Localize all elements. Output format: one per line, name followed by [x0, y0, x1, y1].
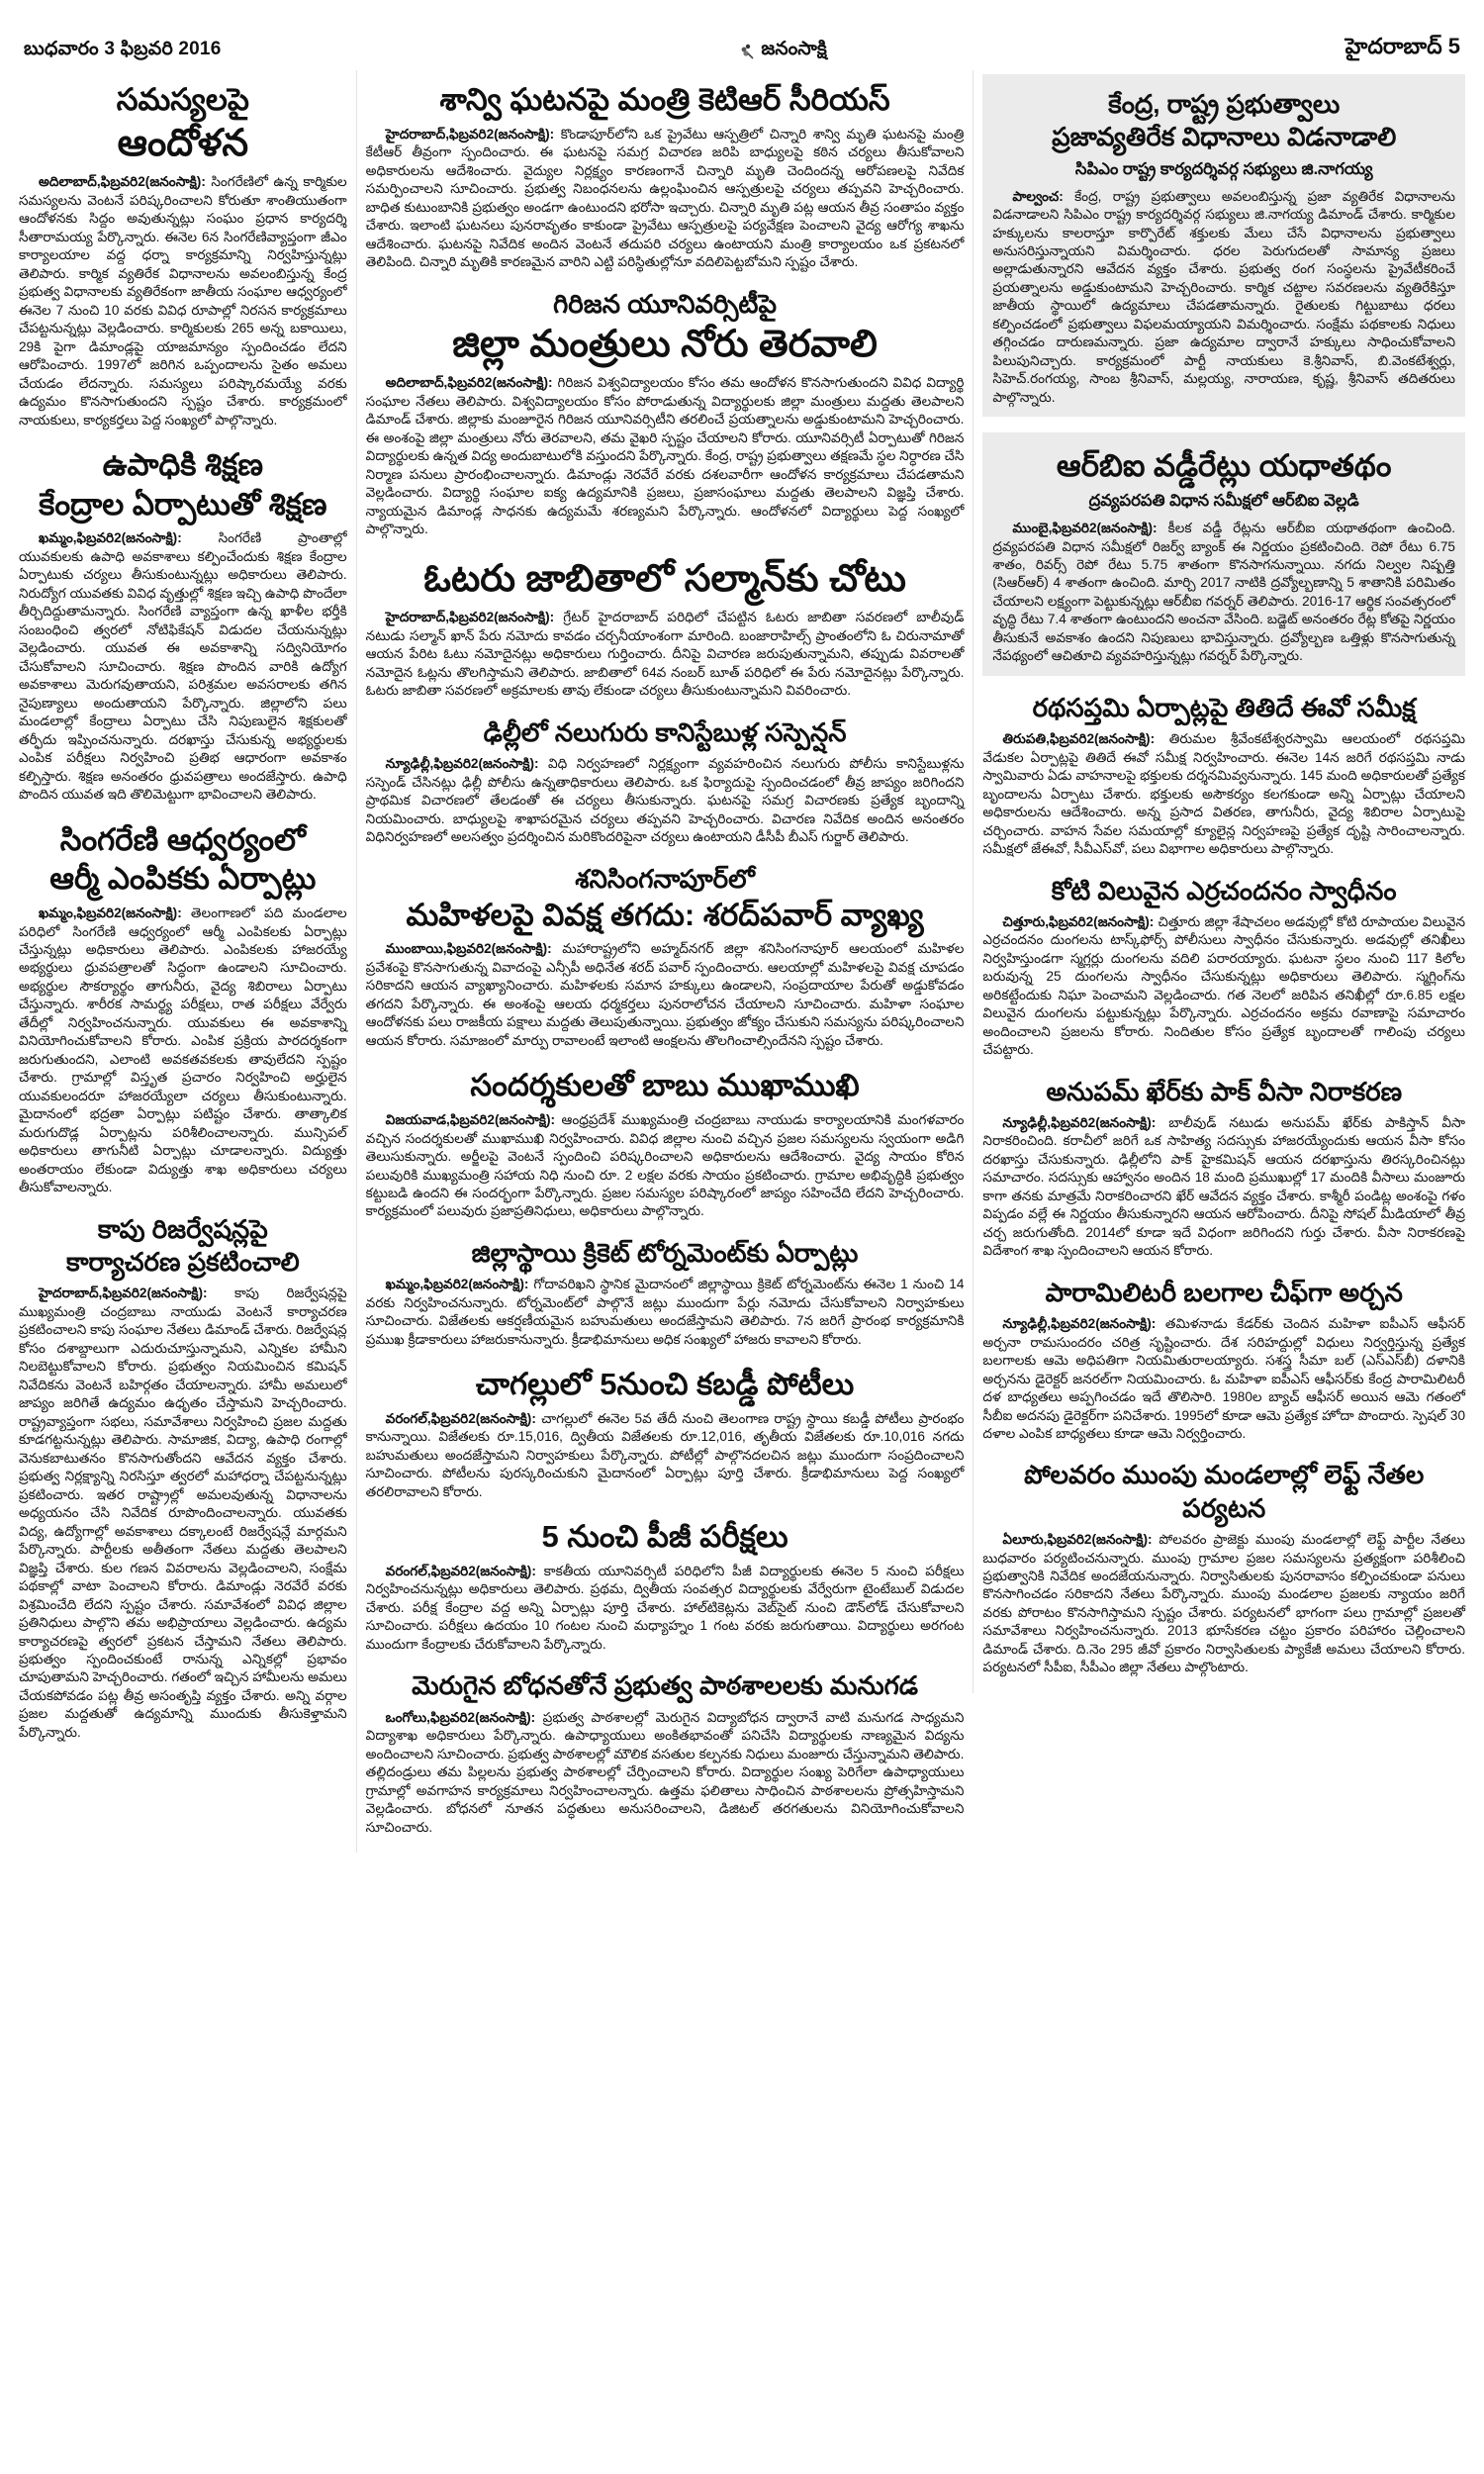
- headline-line: సమస్యలపై: [116, 82, 249, 117]
- headline-line: ఢిల్లీలో నలుగురు కానిస్టేబుళ్ల సస్పెన్షన్: [483, 716, 847, 747]
- headline-line: చాగల్లులో 5నుంచి కబడ్డీ పోటీలు: [475, 1367, 855, 1402]
- story-body: [366, 755, 965, 846]
- headline-line: పోలవరం ముంపు మండలాల్లో లెఫ్ట్ నేతల పర్యటన: [1024, 1460, 1425, 1523]
- news-story: [19, 80, 347, 429]
- story-text: మహారాష్ట్రలోని అహ్మద్‌నగర్ జిల్లా శనిసింగనాపూర్ ఆలయంలో మహిళల ప్రవేశంపై కొనసాగుతున్న వివాదంపై ఎన్సీపీ అధినేత శరద్ పవార్ స్పందించారు. ఆలయాల్లో మహిళలపై వివక్ష చూపడం సరికాదని ఆయన వ్యాఖ్యానించారు. మహిళలకు సమాన హక్కులు ఉండాలని, సంప్రదాయాల పేరుతో అడ్డుకోవడం తగదని పేర్కొన్నారు. ఈ అంశంపై ఆలయ ధర్మకర్తలు పునరాలోచన చేయాలని సూచించారు. మహిళా సంఘాల ఆందోళనకు పలు రాజకీయ పక్షాలు మద్దతు తెలుపుతున్నాయి. ప్రభుత్వం జోక్యం చేసుకుని సమస్యను పరిష్కరించాలని ఆయన కోరారు. సమాజంలో మార్పు రావాలంటే ఇలాంటి ఆంక్షలను తొలగించాల్సిందేనని స్పష్టం చేశారు.: [365, 941, 965, 1048]
- story-headline: [982, 1459, 1465, 1525]
- story-body: [19, 1285, 347, 1742]
- headline-line: మెరుగైన బోధనతోనే ప్రభుత్వ పాఠశాలలకు మనుగడ: [412, 1670, 919, 1701]
- story-dateline: న్యూఢిల్లీ,ఫిబ్రవరి2(జనంసాక్షి):: [385, 756, 539, 772]
- story-headline: [19, 1213, 347, 1280]
- headline-line: శనిసింగనాపూర్‌లో: [575, 863, 755, 894]
- masthead: [10, 0, 1474, 70]
- story-text: కొండాపూర్‌లోని ఒక ప్రైవేటు ఆస్పత్రిలో చిన్నారి శాన్వి మృతి ఘటనపై మంత్రి కేటీఆర్ తీవ్రంగా స్పందించారు. ఈ ఘటనపై సమగ్ర విచారణ జరిపి బాధ్యులపై కఠిన చర్యలు తీసుకోవాలని అధికారులను ఆదేశించారు. వైద్యుల నిర్లక్ష్యం కారణంగానే చిన్నారి మృతి చెందిందన్న ఆరోపణలపై నివేదిక సమర్పించాలని సూచించారు. ప్రభుత్వ నిబంధనలను ఉల్లంఘించిన ఆస్పత్రులపై చర్యలు తప్పవని హెచ్చరించారు. బాధిత కుటుంబానికి ప్రభుత్వం అండగా ఉంటుందని భరోసా ఇచ్చారు. చిన్నారి మృతి పట్ల ఆయన తీవ్ర సంతాపం వ్యక్తం చేశారు. ఇలాంటి ఘటనలు పునరావృతం కాకుండా ప్రైవేటు ఆస్పత్రులపై పర్యవేక్షణ పెంచాలని వైద్య ఆరోగ్య శాఖను ఆదేశించారు. ఘటనపై నివేదిక అందిన వెంటనే తదుపరి చర్యలు ఉంటాయని మంత్రి కార్యాలయం ఒక ప్రకటనలో తెలిపింది. చిన్నారి మృతికి కారణమైన వారిని ఎట్టి పరిస్థితుల్లోనూ వదిలిపెట్టబోమని స్పష్టం చేశారు.: [365, 126, 965, 270]
- story-headline: [366, 1237, 965, 1270]
- story-dateline: అదిలాబాద్,ఫిబ్రవరి2(జనంసాక్షి):: [39, 174, 206, 190]
- story-body: [992, 188, 1455, 408]
- story-headline: [982, 1277, 1465, 1309]
- story-dateline: చిత్తూరు,ఫిబ్రవరి2(జనంసాక్షి):: [1002, 913, 1155, 929]
- story-dateline: అదిలాబాద్,ఫిబ్రవరి2(జనంసాక్షి):: [385, 375, 553, 391]
- news-story: [19, 445, 347, 805]
- story-text: సింగరేణి ప్రాంతాల్లో యువకులకు ఉపాధి అవకాశాలు కల్పించేందుకు శిక్షణ కేంద్రాల ఏర్పాటుకు చర్యలు తీసుకుంటున్నట్లు అధికారులు తెలిపారు. నిరుద్యోగ యువతకు వివిధ వృత్తుల్లో శిక్షణ ఇచ్చి ఉపాధి పొందేలా తీర్చిదిద్దుతామన్నారు. సింగరేణి వ్యాప్తంగా ఉన్న ఖాళీల భర్తీకి సంబంధించి త్వరలో నోటిఫికేషన్ విడుదల చేయనున్నట్లు వెల్లడించారు. యువత ఈ అవకాశాన్ని సద్వినియోగం చేసుకోవాలని సూచించారు. శిక్షణ పొందిన వారికి ఉద్యోగ అవకాశాలు మెరుగవుతాయని, పరిశ్రమల అవసరాలకు తగిన నైపుణ్యాలు అందుతాయని పేర్కొన్నారు. జిల్లాలోని పలు మండలాల్లో కేంద్రాలు ఏర్పాటు చేసి నిపుణులైన శిక్షకులతో తర్ఫీదు ఇప్పించనున్నారు. దరఖాస్తు చేసుకున్న అభ్యర్థులకు ఎంపిక పరీక్షలు నిర్వహించి ప్రతిభ ఆధారంగా అవకాశం కల్పిస్తారు. శిక్షణ అనంతరం ధ్రువపత్రాలు అందజేస్తారు. ఉపాధి పొందిన యువత ఇది తొలిమెట్టుగా భావించాలని తెలిపారు.: [19, 530, 347, 803]
- story-body: [19, 904, 347, 1197]
- story-headline: [366, 1066, 965, 1105]
- column-right: [973, 70, 1474, 1693]
- headline-line: కేంద్రాల ఏర్పాటుతో శిక్షణ: [39, 486, 327, 522]
- headline-line: ఆర్మీ ఎంపికకు ఏర్పాట్లు: [49, 861, 317, 897]
- headline-line: మహిళలపై వివక్ష తగదు: శరద్‌పవార్ వ్యాఖ్య: [406, 897, 924, 932]
- story-body: [982, 1531, 1465, 1677]
- news-story: [366, 1237, 965, 1349]
- logo-leaf-icon: [739, 43, 757, 60]
- headline-line: సందర్శకులతో బాబు ముఖాముఖి: [470, 1068, 860, 1103]
- story-dateline: న్యూఢిల్లీ,ఫిబ్రవరి2(జనంసాక్షి):: [1002, 1114, 1157, 1130]
- news-story: [982, 692, 1465, 859]
- story-text: తమిళనాడు కేడర్‌కు చెందిన మహిళా ఐపీఎస్ ఆఫీసర్ అర్చనా రామసుందరం చరిత్ర సృష్టించారు. దేశ సరిహద్దుల్లో విధులు నిర్వర్తిస్తున్న ప్రత్యేక బలగాలకు ఆమె అధిపతిగా నియమితురాలయ్యారు. సశస్త్ర సీమా బల్ (ఎస్ఎస్‌బీ) దళానికి అర్చనను డైరెక్టర్ జనరల్‌గా నియమించారు. ఓ మహిళా ఐపీఎస్ ఆఫీసర్‌కు కేంద్ర పారామిలిటరీ దళ బాధ్యతలు అప్పగించడం ఇదే తొలిసారి. 1980ల బ్యాచ్ ఆఫీసర్ అయిన ఆమె గతంలో సీబీఐ అదనపు డైరెక్టర్‌గా పనిచేశారు. 1995లో కూడా ఆమె ప్రత్యేక హోదా పొందారు. స్పెషల్ 30 దళాల ఎంపిక బాధ్యతలు కూడా ఆమె నిర్వర్తించారు.: [982, 1316, 1465, 1441]
- story-dateline: విజయవాడ,ఫిబ్రవరి2(జనంసాక్షి):: [385, 1112, 556, 1128]
- headline-line: కార్యాచరణ ప్రకటించాలి: [65, 1247, 300, 1278]
- story-dateline: వరంగల్,ఫిబ్రవరి2(జనంసాక్షి):: [385, 1563, 536, 1578]
- story-body: [366, 1111, 965, 1221]
- headline-line: ఆందోళన: [117, 122, 249, 164]
- story-dateline: ఏలూరు,ఫిబ్రవరి2(జనంసాక్షి):: [1002, 1532, 1153, 1548]
- story-text: పోలవరం ప్రాజెక్టు ముంపు మండలాల్లో లెఫ్ట్ పార్టీల నేతలు బుధవారం పర్యటించనున్నారు. ముంపు గ్రామాల ప్రజల సమస్యలను ప్రత్యక్షంగా పరిశీలించి ప్రభుత్వానికి నివేదిక అందజేయనున్నారు. నిర్వాసితులకు పునరావాసం కల్పించకుండా పనులు కొనసాగించడం సరికాదని నేతలు పేర్కొన్నారు. ముంపు మండలాల ప్రజలకు న్యాయం జరిగే వరకు పోరాటం కొనసాగిస్తామని స్పష్టం చేశారు. పర్యటనలో భాగంగా పలు గ్రామాల్లో ప్రజలతో సమావేశాలు నిర్వహించనున్నారు. 2013 భూసేకరణ చట్టం ప్రకారం పరిహారం చెల్లించాలని డిమాండ్ చేశారు. ది.నెం 295 జీవో ప్రకారం నిర్వాసితులకు ప్యాకేజీ అమలు చేయాలని కోరారు. పర్యటనలో సీపీఐ, సీపీఎం జిల్లా నేతలు పాల్గొంటారు.: [982, 1532, 1465, 1675]
- story-dateline: ముంబాయి,ఫిబ్రవరి2(జనంసాక్షి):: [385, 941, 552, 957]
- story-dateline: ఒంగోలు,ఫిబ్రవరి2(జనంసాక్షి):: [385, 1709, 536, 1725]
- story-headline: [366, 716, 965, 749]
- story-text: కేంద్ర, రాష్ట్ర ప్రభుత్వాలు అవలంబిస్తున్న ప్రజా వ్యతిరేక విధానాలను విడనాడాలని సిపిఎం రాష్ట్ర కార్యదర్శివర్గ సభ్యులు జి.నాగయ్య డిమాండ్ చేశారు. కార్మికుల హక్కులను కాలరాస్తూ కార్పొరేట్ శక్తులకు మేలు చేసే విధానాలను ప్రభుత్వాలు అనుసరిస్తున్నాయని విమర్శించారు. ధరల పెరుగుదలతో సామాన్య ప్రజలు అల్లాడుతున్నారని ఆవేదన వ్యక్తం చేశారు. ప్రభుత్వ రంగ సంస్థలను ప్రైవేటీకరించే ప్రయత్నాలను అడ్డుకుంటామని హెచ్చరించారు. కార్మిక చట్టాల సవరణలను వ్యతిరేకిస్తూ జాతీయ స్థాయిలో ఉద్యమాలు చేపడతామన్నారు. రైతులకు గిట్టుబాటు ధరలు కల్పించడంలో ప్రభుత్వాలు విఫలమయ్యాయని విమర్శించారు. సంక్షేమ పథకాలకు నిధులు తగ్గించడం దారుణమన్నారు. ప్రజా ఉద్యమాల ద్వారానే హక్కులు సాధించుకోవాలని పిలుపునిచ్చారు. కార్యక్రమంలో పార్టీ నాయకులు కె.శ్రీనివాస్, బి.వెంకటేశ్వర్లు, సిహెచ్.రంగయ్య, సాంబ శ్రీనివాస్, మల్లయ్య, నారాయణ, కృష్ణ, శ్రీనివాస్ తదితరులు పాల్గొన్నారు.: [992, 188, 1455, 405]
- story-body: [366, 1410, 965, 1501]
- story-body: [366, 374, 965, 538]
- story-text: తిరుమల శ్రీవేంకటేశ్వరస్వామి ఆలయంలో రథసప్తమి వేడుకల ఏర్పాట్లపై తితిదే ఈవో సమీక్ష నిర్వహించారు. ఈనెల 14న జరిగే రథసప్తమి నాడు స్వామివారు ఏడు వాహనాలపై భక్తులకు దర్శనమివ్వనున్నారు. 145 మంది అధికారులతో ప్రత్యేక బృందాలను ఏర్పాటు చేశారు. భక్తులకు అసౌకర్యం కలగకుండా అన్ని ఏర్పాట్లు చేయాలని అధికారులను ఆదేశించారు. అన్న ప్రసాద వితరణ, తాగునీరు, వైద్య శిబిరాల ఏర్పాటుపై చర్చించారు. వాహన సేవల సమయాల్లో క్యూలైన్ల నిర్వహణపై ప్రత్యేక దృష్టి సారించాలన్నారు. సమీక్షలో జేఈవో, సీవీఎస్‌వో, పలు విభాగాల అధికారులు పాల్గొన్నారు.: [982, 731, 1465, 857]
- story-headline: [366, 1669, 965, 1702]
- paper-name: జనంసాక్షి: [761, 39, 827, 59]
- story-text: ఆంధ్రప్రదేశ్ ముఖ్యమంత్రి చంద్రబాబు నాయుడు కార్యాలయానికి మంగళవారం వచ్చిన సందర్శకులతో ముఖాముఖి నిర్వహించారు. వివిధ జిల్లాల నుంచి వచ్చిన ప్రజల సమస్యలను స్వయంగా అడిగి తెలుసుకున్నారు. అర్జీలపై వెంటనే స్పందించి పరిష్కరించాలని అధికారులను ఆదేశించారు. వైద్య సాయం కోరిన పలువురికి ముఖ్యమంత్రి సహాయ నిధి నుంచి రూ. 2 లక్షల వరకు సాయం ప్రకటించారు. గ్రామాల అభివృద్ధికి ప్రభుత్వం కట్టుబడి ఉందని ఈ సందర్భంగా పేర్కొన్నారు. ప్రజల సమస్యల పరిష్కారంలో జాప్యం సహించేది లేదని హెచ్చరించారు. కార్యక్రమంలో పలువురు ప్రజాప్రతినిధులు, అధికారులు పాల్గొన్నారు.: [365, 1112, 965, 1219]
- news-story: [366, 716, 965, 847]
- headline-line: అనుపమ్ ఖేర్‌కు పాక్ వీసా నిరాకరణ: [1046, 1076, 1403, 1106]
- story-text: కాకతీయ యూనివర్సిటీ పరిధిలోని పీజీ విద్యార్థులకు ఈనెల 5 నుంచి పరీక్షలు నిర్వహించనున్నట్లు అధికారులు తెలిపారు. ప్రథమ, ద్వితీయ సంవత్సర విద్యార్థులకు వేర్వేరుగా టైంటేబుల్ విడుదల చేశారు. పరీక్ష కేంద్రాల వద్ద అన్ని ఏర్పాట్లు పూర్తి చేశారు. హాల్‌టికెట్లను వెబ్‌సైట్ నుంచి డౌన్‌లోడ్ చేసుకోవాలని సూచించారు. పరీక్షలు ఉదయం 10 గంటల నుంచి మధ్యాహ్నం 1 గంట వరకు జరుగుతాయి. విద్యార్థులు అరగంట ముందుగా కేంద్రాలకు చేరుకోవాలని పేర్కొన్నారు.: [365, 1563, 965, 1652]
- story-body: [366, 1276, 965, 1349]
- story-headline: [19, 80, 347, 167]
- headline-line: ఓటరు జాబితాలో సల్మాన్‌కు చోటు: [423, 557, 906, 600]
- story-headline: [19, 445, 347, 523]
- news-story: [982, 1076, 1465, 1261]
- headline-line: గిరిజన యూనివర్సిటీపై: [553, 288, 777, 319]
- story-dateline: హైదరాబాద్,ఫిబ్రవరి2(జనంసాక్షి):: [39, 1285, 208, 1301]
- headline-line: 5 నుంచి పీజీ పరీక్షలు: [541, 1519, 788, 1555]
- headline-line: సింగరేణి ఆధ్వర్యంలో: [59, 821, 306, 857]
- news-story: [366, 1669, 965, 1837]
- paper-logo: [739, 39, 826, 64]
- news-story: [19, 1213, 347, 1743]
- headline-line: రథసప్తమి ఏర్పాట్లపై తితిదే ఈవో సమీక్ష: [1032, 692, 1416, 722]
- story-body: [982, 730, 1465, 858]
- news-story: [982, 74, 1465, 417]
- headline-line: కోటి విలువైన ఎర్రచందనం స్వాధీనం: [1051, 875, 1397, 905]
- story-headline: [982, 692, 1465, 724]
- story-subhead: ద్రవ్యపరపతి విధాన సమీక్షలో ఆర్‌బిఐ వెల్లడి: [1088, 492, 1359, 511]
- story-headline: [982, 1076, 1465, 1108]
- news-story: [982, 1459, 1465, 1676]
- story-dateline: న్యూఢిల్లీ,ఫిబ్రవరి2(జనంసాక్షి):: [1002, 1316, 1157, 1332]
- story-body: [982, 913, 1465, 1060]
- story-headline: [366, 80, 965, 120]
- headline-line: జిల్లాస్థాయి క్రికెట్ టోర్నమెంట్‌కు ఏర్పాట్లు: [471, 1237, 859, 1268]
- story-headline: [982, 875, 1465, 907]
- story-dateline: ఖమ్మం,ఫిబ్రవరి2(జనంసాక్షి):: [385, 1277, 529, 1292]
- headline-line: కేంద్ర, రాష్ట్ర ప్రభుత్వాలు: [1108, 89, 1341, 119]
- news-story: [366, 1517, 965, 1654]
- news-story: [366, 288, 965, 539]
- columns-wrap: [10, 70, 1474, 1853]
- story-subhead: సిపిఎం రాష్ట్ర కార్యదర్శివర్గ సభ్యులు జి.నాగయ్య: [1074, 159, 1373, 178]
- story-dateline: హైదరాబాద్,ఫిబ్రవరి2(జనంసాక్షి):: [385, 610, 555, 625]
- news-story: [366, 555, 965, 701]
- story-text: కాపు రిజర్వేషన్లపై ముఖ్యమంత్రి చంద్రబాబు నాయుడు వెంటనే కార్యాచరణ ప్రకటించాలని కాపు సంఘాల నేతలు డిమాండ్ చేశారు. రిజర్వేషన్ల కోసం దశాబ్దాలుగా ఎదురుచూస్తున్నామని, ఎన్నికల హామీని నిలబెట్టుకోవాలని కోరారు. ప్రభుత్వం నియమించిన కమిషన్ నివేదికను వెంటనే బహిర్గతం చేయాలన్నారు. హామీ అమలులో జాప్యం జరిగితే ఉద్యమం ఉధృతం చేస్తామని హెచ్చరించారు. రాష్ట్రవ్యాప్తంగా సభలు, సమావేశాలు నిర్వహించి ప్రజల మద్దతు కూడగట్టనున్నట్లు తెలిపారు. సామాజిక, విద్యా, ఉపాధి రంగాల్లో వెనుకబాటుతనం కొనసాగుతోందని ఆవేదన వ్యక్తం చేశారు. ప్రభుత్వ నిర్లక్ష్యాన్ని నిరసిస్తూ త్వరలో మహాధర్నా చేపట్టనున్నట్లు ప్రకటించారు. ఇతర రాష్ట్రాల్లో అమలవుతున్న విధానాలను అధ్యయనం చేసి నివేదిక రూపొందించాలన్నారు. యువతకు విద్య, ఉద్యోగాల్లో అవకాశాలు దక్కాలంటే రిజర్వేషన్లే మార్గమని పేర్కొన్నారు. పార్టీలకు అతీతంగా నేతలు మద్దతు తెలపాలని విజ్ఞప్తి చేశారు. కుల గణన వివరాలను వెల్లడించాలని, సంక్షేమ పథకాల్లో వాటా పెంచాలని కోరారు. డిమాండ్లు నెరవేరే వరకు విశ్రమించేది లేదని స్పష్టం చేశారు. సమావేశంలో వివిధ జిల్లాల ప్రతినిధులు పాల్గొని తమ అభిప్రాయాలు వెల్లడించారు. ఉద్యమ కార్యాచరణపై త్వరలో ప్రకటన చేస్తామని నేతలు తెలిపారు. ప్రభుత్వం స్పందించకుంటే రానున్న ఎన్నికల్లో ప్రభావం చూపుతామని హెచ్చరించారు. గతంలో ఇచ్చిన హామీలను అమలు చేయకపోవడం పట్ల తీవ్ర అసంతృప్తి వ్యక్తం చేశారు. అన్ని వర్గాల ప్రజల మద్దతుతో ఉద్యమాన్ని ముందుకు తీసుకెళ్తామని పేర్కొన్నారు.: [19, 1285, 347, 1740]
- story-headline: [366, 863, 965, 935]
- news-story: [982, 432, 1465, 676]
- news-story: [366, 1066, 965, 1221]
- story-headline: [366, 288, 965, 369]
- news-story: [19, 820, 347, 1197]
- story-body: [982, 1114, 1465, 1261]
- page-label: హైదరాబాద్ 5: [1345, 34, 1460, 58]
- headline-line: కాపు రిజర్వేషన్లపై: [97, 1213, 268, 1244]
- story-headline: [992, 446, 1455, 486]
- edition-date: బుధవారం 3 ఫిబ్రవరి 2016: [24, 39, 222, 59]
- story-dateline: హైదరాబాద్,ఫిబ్రవరి2(జనంసాక్షి):: [385, 126, 555, 142]
- story-text: తెలంగాణలో పది మండలాల పరిధిలో సింగరేణి ఆధ్వర్యంలో ఆర్మీ ఎంపికలకు ఏర్పాట్లు చేస్తున్నట్లు అధికారులు తెలిపారు. ఎంపికలకు హాజరయ్యే అభ్యర్థులు ధ్రువపత్రాలతో సిద్ధంగా ఉండాలని సూచించారు. అభ్యర్థుల సౌకర్యార్థం తాగునీరు, వైద్య శిబిరాలు ఏర్పాటు చేస్తున్నారు. శారీరక సామర్థ్య పరీక్షలు, రాత పరీక్షలు వేర్వేరు తేదీల్లో నిర్వహించనున్నారు. యువకులు ఈ అవకాశాన్ని వినియోగించుకోవాలని కోరారు. ఎంపిక ప్రక్రియ పారదర్శకంగా జరుగుతుందని, ఎలాంటి అవకతవకలకు తావులేదని స్పష్టం చేశారు. గ్రామాల్లో విస్తృత ప్రచారం నిర్వహించి అర్హులైన యువకులందరూ హాజరయ్యేలా చర్యలు తీసుకుంటున్నారు. మైదానంలో భద్రతా ఏర్పాట్లు పటిష్టం చేశారు. తాత్కాలిక మరుగుదొడ్ల ఏర్పాట్లను పరిశీలించాలన్నారు. మున్సిపల్ అధికారులు తాగునీటి ఏర్పాట్లు చూడాలన్నారు. విద్యుత్తు అంతరాయం లేకుండా విద్యుత్తు శాఖ అధికారులు చర్యలు తీసుకోవాలన్నారు.: [19, 905, 347, 1195]
- headline-line: ఉపాధికి శిక్షణ: [102, 447, 263, 483]
- story-headline: [366, 1365, 965, 1404]
- headline-line: జిల్లా మంత్రులు నోరు తెరవాలి: [452, 323, 878, 365]
- headline-line: ప్రజావ్యతిరేక విధానాలు విడనాడాలి: [1052, 122, 1397, 152]
- headline-line: ఆర్‌బిఐ వడ్డీరేట్లు యధాతథం: [1056, 448, 1392, 484]
- story-dateline: వరంగల్,ఫిబ్రవరి2(జనంసాక్షి):: [385, 1410, 536, 1426]
- news-story: [366, 80, 965, 272]
- story-text: సింగరేణిలో ఉన్న కార్మికుల సమస్యలను వెంటనే పరిష్కరించాలని కోరుతూ శాంతియుతంగా ఆందోళనకు సిద్దం అవుతున్నట్లు సంఘం ప్రధాన కార్యదర్శి సీతారామయ్య పేర్కొన్నారు. ఈనెల 6న సింగరేణివ్యాప్తంగా జీఎం కార్యాలయాల వద్ద ధర్నా కార్యక్రమాన్ని నిర్వహిస్తున్నట్లు తెలిపారు. కార్మిక వ్యతిరేక విధానాలను అవలంబిస్తున్న కేంద్ర ప్రభుత్వ విధానాలకు వ్యతిరేకంగా జాతీయ సంఘాల ఆధ్వర్యంలో ఈనెల 7 నుంచి 10 వరకు వివిధ రూపాల్లో నిరసన కార్యక్రమాలు చేపట్టనున్నట్లు వెల్లడించారు. కార్మికులకు 265 అన్న బకాయిలు, 29కి పైగా డిమాండ్లపై యాజమాన్యం స్పందించడం లేదని ఆరోపించారు. 1997లో జరిగిన ఒప్పందాలను సైతం అమలు చేయడం లేదన్నారు. సమస్యలు పరిష్కారమయ్యే వరకు ఉద్యమం కొనసాగుతుందని స్పష్టం చేశారు. కార్యక్రమంలో నాయకులు, కార్యకర్తలు పెద్ద సంఖ్యలో పాల్గొన్నారు.: [19, 174, 347, 428]
- story-dateline: తిరుపతి,ఫిబ్రవరి2(జనంసాక్షి):: [1002, 731, 1156, 747]
- news-story: [366, 1365, 965, 1501]
- story-dateline: ఖమ్మం,ఫిబ్రవరి2(జనంసాక్షి):: [39, 530, 182, 546]
- story-text: చాగల్లులో ఈనెల 5వ తేదీ నుంచి తెలంగాణ రాష్ట్ర స్థాయి కబడ్డీ పోటీలు ప్రారంభం కానున్నాయి. విజేతలకు రూ.15,016, ద్వితీయ విజేతలకు రూ.12,016, తృతీయ విజేతలకు రూ.10,016 నగదు బహుమతులు అందజేస్తామని నిర్వాహకులు పేర్కొన్నారు. పోటీల్లో పాల్గొనదలచిన జట్లు ముందుగా సంప్రదించాలని సూచించారు. పోటీలను పురస్కరించుకుని మైదానంలో ఏర్పాట్లు పూర్తి చేశారు. క్రీడాభిమానులు పెద్ద సంఖ్యలో తరలిరావాలని కోరారు.: [365, 1410, 965, 1499]
- story-body: [19, 529, 347, 804]
- column-middle: [356, 70, 974, 1853]
- story-body: [366, 940, 965, 1050]
- story-dateline: ఖమ్మం,ఫిబ్రవరి2(జనంసాక్షి):: [39, 905, 182, 921]
- story-text: బాలీవుడ్ నటుడు అనుపమ్ ఖేర్‌కు పాకిస్తాన్ వీసా నిరాకరించింది. కరాచీలో జరిగే ఒక సాహిత్య సదస్సుకు హాజరయ్యేందుకు ఆయన వీసా కోసం దరఖాస్తు చేసుకున్నారు. ఢిల్లీలోని పాక్ హైకమిషన్ ఆయన దరఖాస్తును తిరస్కరించినట్లు సమాచారం. సదస్సుకు ఆహ్వానం అందిన 18 మంది ప్రముఖుల్లో 17 మందికి వీసాలు మంజూరు కాగా తనకు మాత్రమే నిరాకరించారని ఖేర్ ఆవేదన వ్యక్తం చేశారు. కాశ్మీరీ పండిట్ల అంశంపై గళం విప్పడం వల్లే ఈ నిర్ణయం తీసుకున్నారని ఆయన ఆరోపించారు. దీనిపై సోషల్ మీడియాలో తీవ్ర చర్చ జరుగుతోంది. 2014లో కూడా ఇదే విధంగా జరిగిందని గుర్తు చేశారు. వీసా నిరాకరణపై విదేశాంగ శాఖ స్పందించాలని ఆయన కోరారు.: [982, 1114, 1465, 1259]
- news-story: [982, 1277, 1465, 1444]
- story-body: [366, 1709, 965, 1837]
- story-text: గిరిజన విశ్వవిద్యాలయం కోసం తమ ఆందోళన కొనసాగుతుందని వివిధ విద్యార్థి సంఘాల నేతలు తెలిపారు. విశ్వవిద్యాలయం కోసం పోరాడుతున్న విద్యార్థులకు జిల్లా మంత్రులు మద్దతు తెలపాలని డిమాండ్ చేశారు. జిల్లాకు మంజూరైన గిరిజన యూనివర్సిటీని తరలించే ప్రయత్నాలను అడ్డుకుంటామని హెచ్చరించారు. ఈ అంశంపై జిల్లా మంత్రులు నోరు తెరవాలని, తమ వైఖరి స్పష్టం చేయాలని కోరారు. యూనివర్సిటీ ఏర్పాటుతో గిరిజన విద్యార్థులకు ఉన్నత విద్య అందుబాటులోకి వస్తుందని పేర్కొన్నారు. కేంద్ర, రాష్ట్ర ప్రభుత్వాలు తక్షణమే స్థల నిర్ధారణ చేసి నిర్మాణ పనులు ప్రారంభించాలన్నారు. డిమాండ్లు నెరవేరే వరకు దశలవారీగా ఆందోళన కార్యక్రమాలు చేపడతామని వెల్లడించారు. విద్యార్థి సంఘాల ఐక్య ఉద్యమానికి ప్రజలు, ప్రజాసంఘాలు మద్దతు తెలపాలని విజ్ఞప్తి చేశారు. న్యాయమైన డిమాండ్ల సాధనకు ఉద్యమమే శరణ్యమని పేర్కొన్నారు. ఆందోళనలో విద్యార్థులు పెద్ద సంఖ్యలో పాల్గొన్నారు.: [365, 375, 965, 537]
- story-dateline: పాల్వంచ:: [1012, 188, 1064, 204]
- story-body: [982, 1315, 1465, 1443]
- news-story: [982, 875, 1465, 1060]
- news-story: [366, 863, 965, 1051]
- story-text: విధి నిర్వహణలో నిర్లక్ష్యంగా వ్యవహరించిన నలుగురు పోలీసు కానిస్టేబుళ్లను సస్పెండ్ చేసినట్లు ఢిల్లీ పోలీసు ఉన్నతాధికారులు తెలిపారు. ఒక ఫిర్యాదుపై స్పందించడంలో తీవ్ర జాప్యం జరిగిందని ప్రాథమిక విచారణలో తేలడంతో ఈ చర్యలు తీసుకున్నారు. ఘటనపై సమగ్ర విచారణకు ప్రత్యేక బృందాన్ని నియమించారు. బాధ్యులపై శాఖాపరమైన చర్యలు తప్పవని హెచ్చరించారు. విచారణ నివేదిక అందిన అనంతరం విధినిర్వహణలో అలసత్వం ప్రదర్శించిన మరికొందరిపైనా చర్యలు ఉంటాయని డీసీపీ బీఎస్ గుర్జార్ తెలిపారు.: [365, 756, 965, 845]
- story-text: ప్రభుత్వ పాఠశాలల్లో మెరుగైన విద్యాబోధన ద్వారానే వాటి మనుగడ సాధ్యమని విద్యాశాఖ అధికారులు పేర్కొన్నారు. ఉపాధ్యాయులు అంకితభావంతో పనిచేసి విద్యార్థులకు నాణ్యమైన విద్యను అందించాలని సూచించారు. ప్రభుత్వ పాఠశాలల్లో మౌలిక వసతుల కల్పనకు నిధులు మంజూరు చేస్తున్నామని తెలిపారు. తల్లిదండ్రులు తమ పిల్లలను ప్రభుత్వ పాఠశాలల్లో చేర్పించాలని కోరారు. విద్యార్థుల సంఖ్య పెరిగేలా ఉపాధ్యాయులు గ్రామాల్లో అవగాహన కార్యక్రమాలు నిర్వహించాలన్నారు. ఉత్తమ ఫలితాలు సాధించిన పాఠశాలలను ప్రోత్సహిస్తామని వెల్లడించారు. బోధనలో నూతన పద్ధతులు అనుసరించాలని, డిజిటల్ తరగతులను వినియోగించుకోవాలని సూచించారు.: [365, 1709, 965, 1835]
- story-dateline: ముంబై,ఫిబ్రవరి2(జనంసాక్షి):: [1012, 521, 1158, 536]
- headline-line: శాన్వి ఘటనపై మంత్రి కెటిఆర్ సీరియస్: [439, 82, 890, 117]
- story-headline: [366, 555, 965, 604]
- column-left: [10, 70, 356, 1758]
- story-text: చిత్తూరు జిల్లా శేషాచలం అడవుల్లో కోటి రూపాయల విలువైన ఎర్రచందనం దుంగలను టాస్క్‌ఫోర్స్ పోలీసులు స్వాధీనం చేసుకున్నారు. అడవుల్లో తనిఖీలు నిర్వహిస్తుండగా స్మగ్లర్లు దుంగలను వదిలి పరారయ్యారు. ఘటనా స్థలం నుంచి 117 కిలోల బరువున్న 25 దుంగలను స్వాధీనం చేసుకున్నట్లు అధికారులు తెలిపారు. స్మగ్లింగ్‌ను అరికట్టేందుకు నిఘా పెంచామని వెల్లడించారు. గత నెలలో జరిపిన తనిఖీల్లో రూ.6.85 లక్షల విలువైన దుంగలను పట్టుకున్నట్లు పేర్కొన్నారు. ఎర్రచందనం అక్రమ రవాణాపై సమాచారం అందించాలని ప్రజలను కోరారు. నిందితుల కోసం ప్రత్యేక బృందాలతో గాలింపు చర్యలు చేపట్టారు.: [982, 913, 1465, 1058]
- story-text: కీలక వడ్డీ రేట్లను ఆర్‌బీఐ యథాతథంగా ఉంచింది. ద్రవ్యపరపతి విధాన సమీక్షలో రిజర్వ్ బ్యాంక్ ఈ నిర్ణయం ప్రకటించింది. రెపో రేటు 6.75 శాతం, రివర్స్ రెపో రేటు 5.75 శాతంగా కొనసాగనున్నాయి. నగదు నిల్వల నిష్పత్తి (సిఆర్‌ఆర్) 4 శాతంగా ఉంచింది. మార్చి 2017 నాటికి ద్రవ్యోల్బణాన్ని 5 శాతానికి పరిమితం చేయాలని లక్ష్యంగా పెట్టుకున్నట్లు ఆర్‌బీఐ గవర్నర్ తెలిపారు. 2016-17 ఆర్థిక సంవత్సరంలో వృద్ధి రేటు 7.4 శాతంగా ఉంటుందని అంచనా వేసింది. బడ్జెట్ అనంతరం రేట్ల కోతపై నిర్ణయం తీసుకునే అవకాశం ఉందని నిపుణులు భావిస్తున్నారు. ద్రవ్యోల్బణ ఒత్తిళ్లు కొనసాగుతున్న నేపథ్యంలో ఆచితూచి వ్యవహరిస్తున్నట్లు గవర్నర్ పేర్కొన్నారు.: [992, 521, 1455, 664]
- story-headline: [992, 88, 1455, 154]
- story-body: [19, 173, 347, 429]
- story-body: [366, 609, 965, 700]
- headline-line: పారామిలిటరీ బలగాల చీఫ్‌గా అర్చన: [1045, 1277, 1403, 1307]
- story-headline: [366, 1517, 965, 1557]
- story-text: గ్రేటర్ హైదరాబాద్ పరిధిలో చేపట్టిన ఓటరు జాబితా సవరణలో బాలీవుడ్ నటుడు సల్మాన్ ఖాన్ పేరు నమోదు కావడం చర్చనీయాంశంగా మారింది. బంజారాహిల్స్ ప్రాంతంలోని ఓ చిరునామాతో ఆయన పేరిట ఓటు నమోదైనట్లు అధికారులు గుర్తించారు. దీనిపై విచారణ జరుపుతున్నామని, తప్పుడు వివరాలతో నమోదైన ఓట్లను తొలగిస్తామని తెలిపారు. జాబితాలో 64వ నంబర్ బూత్ పరిధిలో ఈ పేరు నమోదైనట్లు పేర్కొన్నారు. ఓటరు జాబితా సవరణలో అక్రమాలకు తావు లేకుండా చర్యలు తీసుకుంటున్నామని వివరించారు.: [365, 610, 965, 699]
- story-headline: [19, 820, 347, 899]
- story-text: గోదావరిఖని స్థానిక మైదానంలో జిల్లాస్థాయి క్రికెట్ టోర్నమెంట్‌ను ఈనెల 1 నుంచి 14 వరకు నిర్వహించనున్నారు. టోర్నమెంట్‌లో పాల్గొనే జట్లు ముందుగా పేర్లు నమోదు చేసుకోవాలని నిర్వాహకులు సూచించారు. విజేతలకు ఆకర్షణీయమైన బహుమతులు అందజేస్తామని తెలిపారు. 7న జరిగే ప్రారంభ కార్యక్రమానికి ప్రముఖ క్రీడాకారులు హాజరుకానున్నారు. క్రీడాభిమానులు అధిక సంఖ్యలో హాజరు కావాలని కోరారు.: [365, 1277, 965, 1347]
- story-body: [992, 520, 1455, 666]
- story-body: [366, 126, 965, 272]
- story-body: [366, 1563, 965, 1654]
